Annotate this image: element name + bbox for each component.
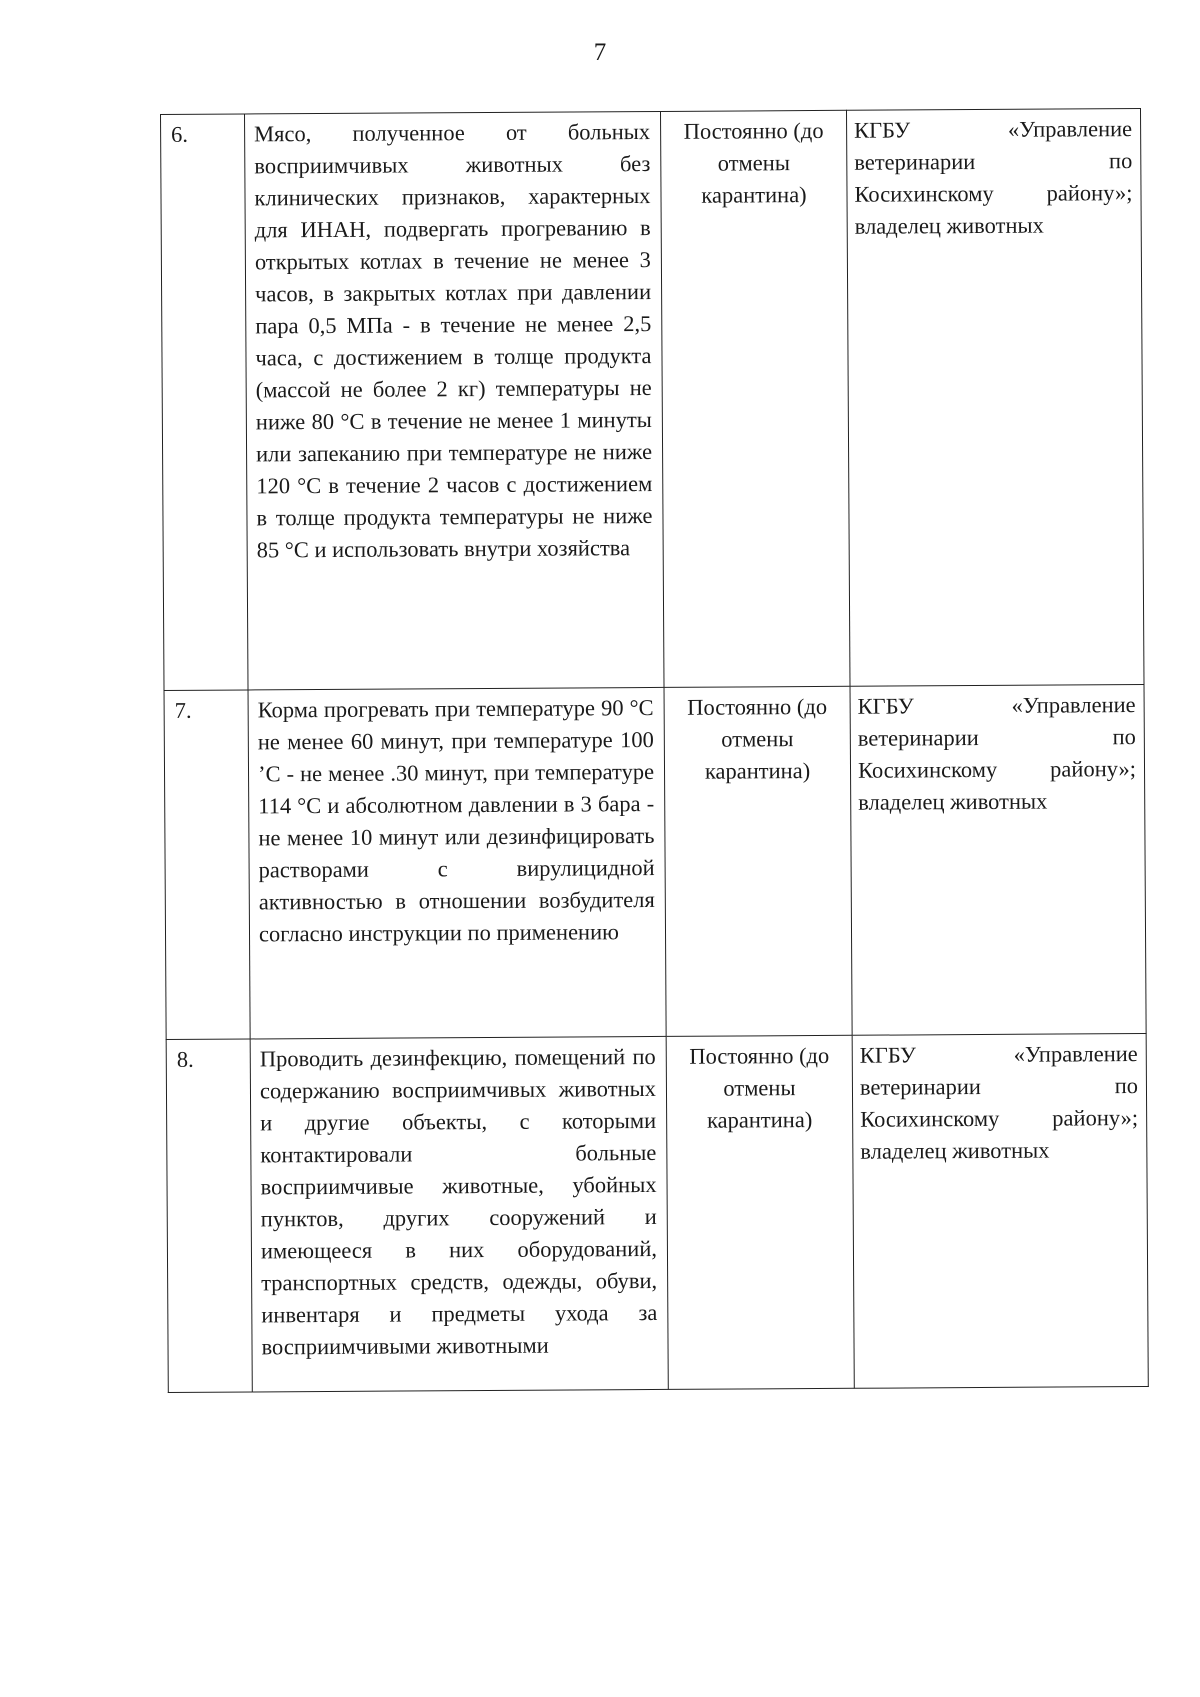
measure-description: Проводить дезинфекцию, помещений по содержанию восприимчивых животных и другие объекты, с которыми контактировали больные восприимчивые животные, убойных пунктов, других сооружений и имеющееся в них оборудований, транспортных средств, одежды, обуви, инвентаря и предметы ухода за восприимчивыми животными bbox=[250, 1036, 668, 1392]
table-row bbox=[164, 684, 1146, 1039]
table-row bbox=[161, 109, 1145, 691]
measures-table bbox=[160, 108, 1149, 1393]
measure-term: Постоянно (до отмены карантина) bbox=[664, 686, 852, 1036]
page-number: 7 bbox=[593, 39, 607, 66]
measure-responsible: КГБУ «Управление ветеринарии по Косихинскому району»; владелец животных bbox=[850, 684, 1146, 1035]
row-number: 8. bbox=[166, 1039, 252, 1393]
measure-description: Корма прогревать при температуре 90 °С не менее 60 минут, при температуре 100 ’С - не менее .30 минут, при температуре 114 °С и абсолютном давлении в 3 бара - не менее 10 минут или дезинфицировать растворами с вирулицидной активностью в отношении возбудителя согласно инструкции по применению bbox=[248, 687, 666, 1039]
measure-responsible: КГБУ «Управление ветеринарии по Косихинскому району»; владелец животных bbox=[852, 1033, 1148, 1388]
measure-description: Мясо, полученное от больных восприимчивых животных без клинических признаков, характерных для ИНАН, подвергать прогреванию в открытых котлах в течение не менее 3 часов, в закрытых котлах при давлении пара 0,5 МПа - в течение не менее 2,5 часа, с достижением в толще продукта (массой не более 2 кг) температуры не ниже 80 °С в течение не менее 1 минуты или запеканию при температуре не ниже 120 °С в течение 2 часов с достижением в толще продукта температуры не ниже 85 °С и использовать внутри хозяйства bbox=[245, 111, 665, 690]
measure-term: Постоянно (до отмены карантина) bbox=[660, 110, 850, 687]
row-number: 7. bbox=[164, 690, 250, 1040]
measure-responsible: КГБУ «Управление ветеринарии по Косихинскому району»; владелец животных bbox=[846, 109, 1144, 687]
measure-term: Постоянно (до отмены карантина) bbox=[666, 1035, 854, 1389]
table-row bbox=[166, 1033, 1148, 1392]
row-number: 6. bbox=[161, 114, 249, 691]
